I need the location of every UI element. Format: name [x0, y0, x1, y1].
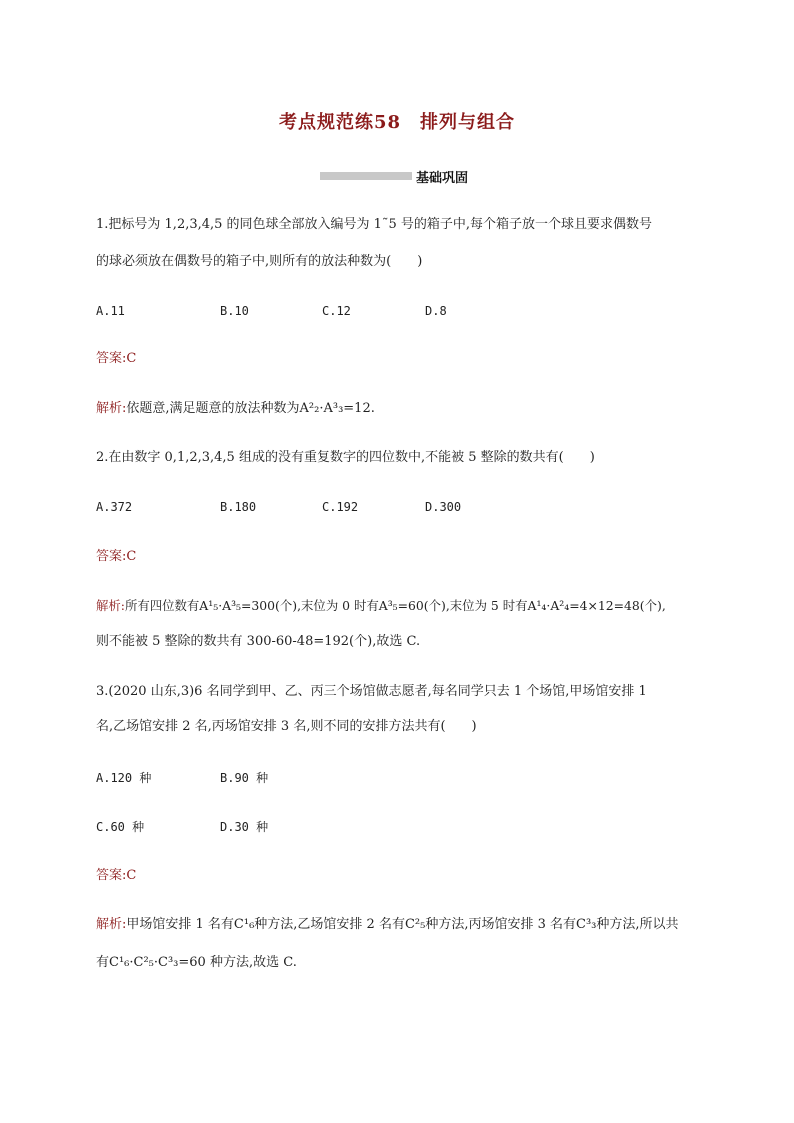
page-title: 考点规范练58 排列与组合 [278, 112, 516, 133]
q2-explain-label: 解析: [96, 598, 125, 613]
q1-option-b: B.10 [220, 304, 249, 318]
section-header [320, 166, 468, 186]
q2-option-c: C.192 [322, 500, 359, 514]
q1-stem-line2: 的球必须放在偶数号的箱子中,则所有的放法种数为( ) [96, 254, 423, 269]
q3-explanation-line1 [96, 916, 679, 934]
q3-option-c: C.60 种 [96, 820, 145, 834]
q3-explain-label: 解析: [96, 917, 127, 932]
q3-answer: 答案:C [96, 868, 137, 883]
q3-option-a: A.120 种 [96, 771, 152, 785]
q1-option-d: D.8 [425, 304, 447, 318]
q2-option-b: B.180 [220, 500, 257, 514]
q1-explain-text: 依题意,满足题意的放法种数为A²₂·A³₃=12. [126, 401, 375, 416]
q3-explain-text1: 甲场馆安排 1 名有C¹₆种方法,乙场馆安排 2 名有C²₅种方法,丙场馆安排 3 名有C³₃种方法,所以共 [126, 917, 679, 932]
q1-option-a: A.11 [96, 304, 125, 318]
section-label: 基础巩固 [416, 170, 469, 186]
q2-explanation-line1 [96, 597, 666, 615]
q2-stem-line1: 2.在由数字 0,1,2,3,4,5 组成的没有重复数字的四位数中,不能被 5 整除的数共有( ) [96, 450, 595, 465]
q1-answer: 答案:C [96, 351, 137, 366]
q1-explanation [96, 400, 375, 418]
q3-stem-line2: 名,乙场馆安排 2 名,丙场馆安排 3 名,则不同的安排方法共有( ) [96, 719, 477, 734]
q2-answer: 答案:C [96, 549, 137, 564]
q3-option-b: B.90 种 [220, 771, 269, 785]
q3-stem-line1: 3.(2020 山东,3)6 名同学到甲、乙、丙三个场馆做志愿者,每名同学只去 1 个场馆,甲场馆安排 1 [96, 684, 647, 699]
q1-explain-label: 解析: [96, 401, 127, 416]
q3-explanation-line2: 有C¹₆·C²₅·C³₃=60 种方法,故选 C. [96, 955, 297, 970]
section-bar [320, 172, 412, 180]
q2-explain-text1: 所有四位数有A¹₅·A³₅=300(个),末位为 0 时有A³₅=60(个),末位为 5 时有A¹₄·A²₄=4×12=48(个), [124, 598, 666, 613]
q2-explanation-line2: 则不能被 5 整除的数共有 300-60-48=192(个),故选 C. [96, 634, 421, 649]
q3-option-d: D.30 种 [220, 820, 269, 834]
q1-stem-line1: 1.把标号为 1,2,3,4,5 的同色球全部放入编号为 1˜5 号的箱子中,每个箱子放一个球且要求偶数号 [96, 217, 652, 232]
q1-option-c: C.12 [322, 304, 351, 318]
q2-option-a: A.372 [96, 500, 133, 514]
q2-option-d: D.300 [425, 500, 462, 514]
